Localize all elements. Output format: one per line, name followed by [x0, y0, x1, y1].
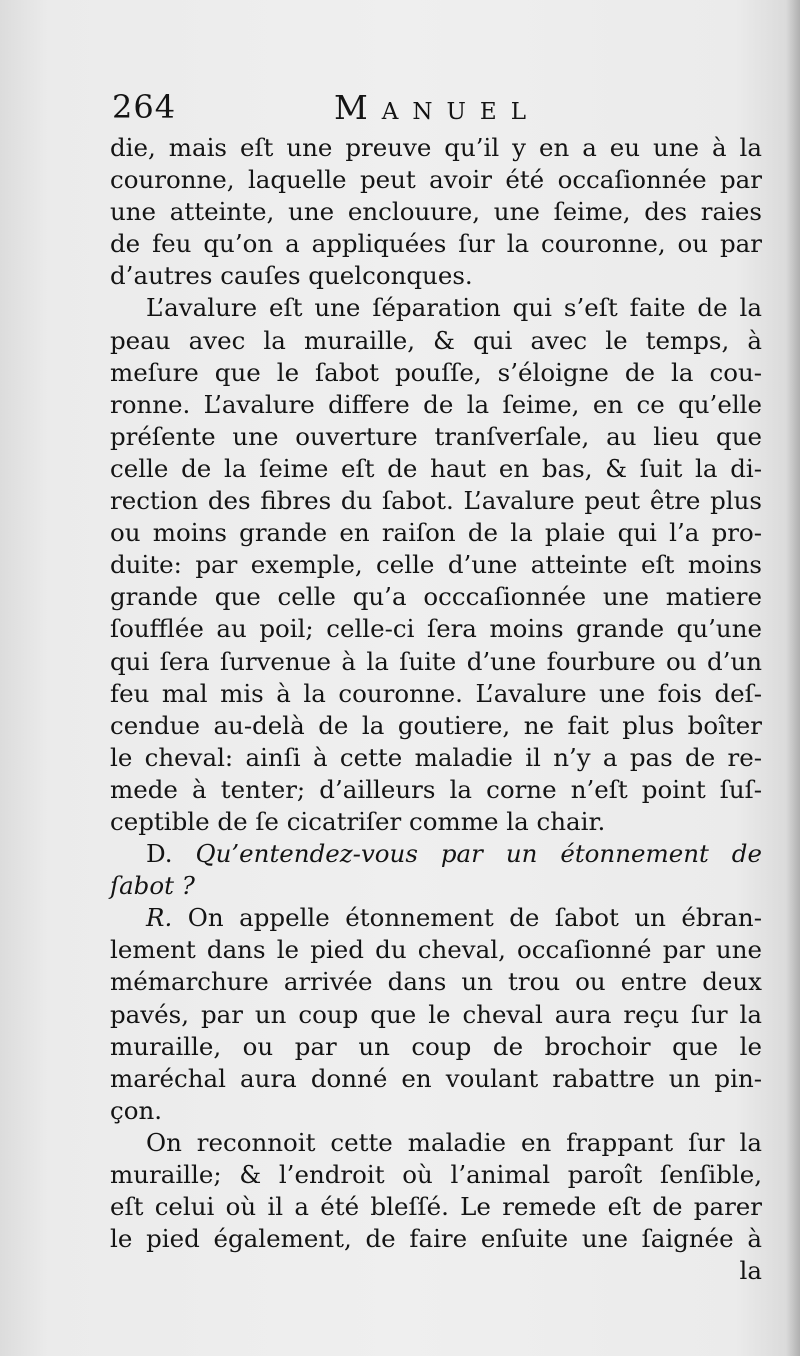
question-text: Qu’entendez-vous par un étonnement de	[195, 839, 762, 869]
text-line: ou moins grande en raiſon de la plaie qui l’a pro-	[110, 518, 762, 548]
text-line: lement dans le pied du cheval, occaſionné par une	[110, 935, 762, 965]
text-line: mede à tenter; d’ailleurs la corne n’eſt point ſuſ-	[110, 774, 762, 804]
text-line: d’autres cauſes quelconques.	[110, 261, 473, 291]
text-line: pavés, par un coup que le cheval aura reçu ſur la	[110, 999, 762, 1029]
text-line: feu mal mis à la couronne. L’avalure une fois deſ-	[110, 678, 762, 708]
text-line: muraille, ou par un coup de brochoir que le	[110, 1031, 762, 1061]
text-line: ſoufflée au poil; celle-ci ſera moins grande qu’une	[110, 614, 762, 644]
text-line: le pied également, de faire enſuite une ſaignée à	[110, 1224, 762, 1254]
text-line: ceptible de ſe cicatriſer comme la chair.	[110, 806, 606, 836]
running-title: Manuel	[334, 88, 540, 127]
answer-marker: R.	[146, 903, 173, 933]
text-line: celle de la ſeime eſt de haut en bas, & ſuit la di-	[110, 453, 762, 483]
text-line: mémarchure arrivée dans un trou ou entre deux	[110, 967, 762, 997]
text-line: de feu qu’on a appliquées ſur la couronne, ou par	[110, 229, 762, 259]
answer-text: On appelle étonnement de ſabot un ébran-	[172, 903, 762, 933]
text-line: une atteinte, une enclouure, une ſeime, des raies	[110, 197, 762, 227]
question-line-end	[110, 870, 762, 902]
text-line: le cheval: ainſi à cette maladie il n’y a pas de re-	[110, 742, 762, 772]
text-line: On reconnoit cette maladie en frappant ſur la	[146, 1127, 762, 1157]
text-line: qui ſera ſurvenue à la ſuite d’une fourbure ou d’un	[110, 646, 762, 676]
question-marker: D.	[146, 839, 196, 869]
text-line: duite: par exemple, celle d’une atteinte eſt moins	[110, 550, 762, 580]
page-number: 264	[112, 88, 177, 126]
question-line	[110, 838, 762, 870]
text-line: eſt celui où il a été bleſſé. Le remede eſt de parer	[110, 1192, 762, 1222]
text-line: die, mais eſt une preuve qu’il y en a eu une à la	[110, 133, 762, 162]
answer-line	[110, 902, 762, 934]
catchword: la	[739, 1256, 762, 1286]
text-line: ronne. L’avalure differe de la ſeime, en ce qu’elle	[110, 389, 762, 419]
page-spine-shadow	[786, 0, 800, 1356]
body-text	[110, 132, 762, 1287]
text-line: muraille; & l’endroit où l’animal paroît ſenſible,	[110, 1160, 762, 1189]
text-line: L’avalure eſt une ſéparation qui s’eſt faite de la	[146, 293, 762, 323]
question-text-end: ſabot ?	[110, 871, 195, 901]
text-line: cendue au-delà de la goutiere, ne fait plus boîter	[110, 710, 762, 740]
text-line: préſente une ouverture tranſverſale, au lieu que	[110, 421, 762, 451]
text-line: maréchal aura donné en voulant rabattre un pin-	[110, 1063, 762, 1093]
text-line: meſure que le ſabot pouſſe, s’éloigne de la cou-	[110, 357, 762, 387]
text-line: grande que celle qu’a occcaſionnée une matiere	[110, 582, 762, 612]
text-line: çon.	[110, 1095, 163, 1125]
text-line: couronne, laquelle peut avoir été occaſionnée par	[110, 165, 762, 195]
page-header	[112, 82, 764, 132]
text-line: peau avec la muraille, & qui avec le temps, à	[110, 325, 762, 355]
text-line: rection des fibres du ſabot. L’avalure peut être plus	[110, 486, 762, 516]
